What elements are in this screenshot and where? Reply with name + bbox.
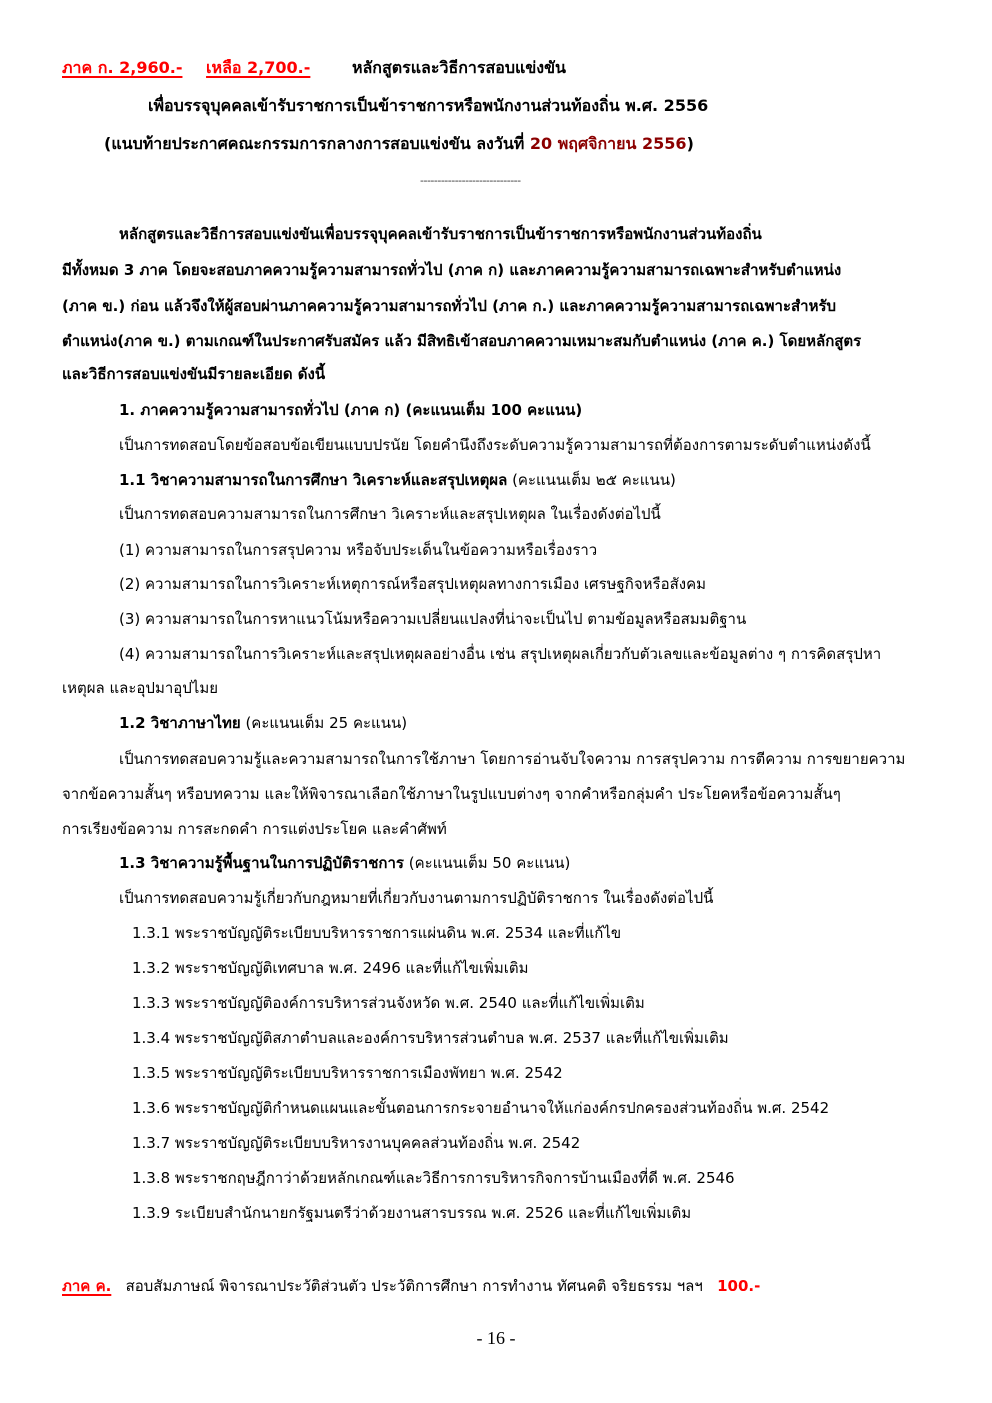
law-item: 1.3.3 พระราชบัญญัติองค์การบริหารส่วนจังหวัด พ.ศ. 2540 และที่แก้ไขเพิ่มเติม <box>132 994 645 1012</box>
subject-1-2-text: การเรียงข้อความ การสะกดคำ การแต่งประโยค และคำศัพท์ <box>62 820 447 838</box>
part-a-price: ภาค ก. 2,960.- <box>62 58 183 77</box>
subject-1-3-heading: 1.3 วิชาความรู้พื้นฐานในการปฏิบัติราชการ (คะแนนเต็ม 50 คะแนน) <box>119 854 571 872</box>
list-item: (3) ความสามารถในการหาแนวโน้มหรือความเปลี่ยนแปลงที่น่าจะเป็นไป ตามข้อมูลหรือสมมติฐาน <box>119 610 747 628</box>
intro-line: ตำแหน่ง(ภาค ข.) ตามเกณฑ์ในประกาศรับสมัคร แล้ว มีสิทธิเข้าสอบภาคความเหมาะสมกับตำแหน่ง (ภาค ค.) โดยหลักสูตร <box>62 332 862 350</box>
law-item: 1.3.5 พระราชบัญญัติระเบียบบริหารราชการเมืองพัทยา พ.ศ. 2542 <box>132 1064 563 1082</box>
title-line-1: หลักสูตรและวิธีการสอบแข่งขัน <box>351 58 566 77</box>
intro-line: และวิธีการสอบแข่งขันมีรายละเอียด ดังนี้ <box>62 365 326 383</box>
separator: ----------------------------- <box>420 174 521 187</box>
law-item: 1.3.6 พระราชบัญญัติกำหนดแผนและขั้นตอนการกระจายอำนาจให้แก่องค์กรปกครองส่วนท้องถิ่น พ.ศ. 2542 <box>132 1099 830 1117</box>
title-line-2: เพื่อบรรจุบุคคลเข้ารับราชการเป็นข้าราชการหรือพนักงานส่วนท้องถิ่น พ.ศ. 2556 <box>148 96 709 115</box>
part-c-price: 100.- <box>717 1277 761 1295</box>
subject-1-3-description: เป็นการทดสอบความรู้เกี่ยวกับกฎหมายที่เกี่ยวกับงานตามการปฏิบัติราชการ ในเรื่องดังต่อไปนี้ <box>119 889 714 907</box>
law-item: 1.3.8 พระราชกฤษฎีกาว่าด้วยหลักเกณฑ์และวิธีการการบริหารกิจการบ้านเมืองที่ดี พ.ศ. 2546 <box>132 1169 735 1187</box>
subject-1-2-heading: 1.2 วิชาภาษาไทย (คะแนนเต็ม 25 คะแนน) <box>119 714 408 732</box>
subject-1-1-description: เป็นการทดสอบความสามารถในการศึกษา วิเคราะห์และสรุปเหตุผล ในเรื่องดังต่อไปนี้ <box>119 505 661 523</box>
part-c-line <box>62 1276 760 1296</box>
page-number: - 16 - <box>476 1328 516 1348</box>
section-1-description: เป็นการทดสอบโดยข้อสอบข้อเขียนแบบปรนัย โดยคำนึงถึงระดับความรู้ความสามารถที่ต้องการตามระดับตำแหน่งดังนี้ <box>119 436 871 454</box>
law-item: 1.3.4 พระราชบัญญัติสภาตำบลและองค์การบริหารส่วนตำบล พ.ศ. 2537 และที่แก้ไขเพิ่มเติม <box>132 1029 729 1047</box>
remaining-price: เหลือ 2,700.- <box>206 58 311 77</box>
law-item: 1.3.7 พระราชบัญญัติระเบียบบริหารงานบุคคลส่วนท้องถิ่น พ.ศ. 2542 <box>132 1134 581 1152</box>
list-item: (2) ความสามารถในการวิเคราะห์เหตุการณ์หรือสรุปเหตุผลทางการเมือง เศรษฐกิจหรือสังคม <box>119 575 707 593</box>
law-item: 1.3.1 พระราชบัญญัติระเบียบบริหารราชการแผ่นดิน พ.ศ. 2534 และที่แก้ไข <box>132 924 622 942</box>
title-line-3: (แนบท้ายประกาศคณะกรรมการกลางการสอบแข่งขัน ลงวันที่ 20 พฤศจิกายน 2556) <box>104 134 694 153</box>
subject-1-2-text: จากข้อความสั้นๆ หรือบทความ และให้พิจารณาเลือกใช้ภาษาในรูปแบบต่างๆ จากคำหรือกลุ่มคำ ประโยคหรือข้อความสั้นๆ <box>62 785 841 803</box>
part-c-text: สอบสัมภาษณ์ พิจารณาประวัติส่วนตัว ประวัติการศึกษา การทำงาน ทัศนคติ จริยธรรม ฯลฯ <box>125 1277 703 1295</box>
subject-1-1-heading: 1.1 วิชาความสามารถในการศึกษา วิเคราะห์และสรุปเหตุผล (คะแนนเต็ม ๒๕ คะแนน) <box>119 471 676 489</box>
part-c-label: ภาค ค. <box>62 1277 112 1295</box>
header-line-1 <box>62 58 566 78</box>
announcement-date: 20 พฤศจิกายน 2556 <box>529 134 687 153</box>
intro-line: หลักสูตรและวิธีการสอบแข่งขันเพื่อบรรจุบุคคลเข้ารับราชการเป็นข้าราชการหรือพนักงานส่วนท้องถิ่น <box>119 225 762 243</box>
law-item: 1.3.9 ระเบียบสำนักนายกรัฐมนตรีว่าด้วยงานสารบรรณ พ.ศ. 2526 และที่แก้ไขเพิ่มเติม <box>132 1204 692 1222</box>
list-item: (4) ความสามารถในการวิเคราะห์และสรุปเหตุผลอย่างอื่น เช่น สรุปเหตุผลเกี่ยวกับตัวเลขและข้อมูลต่าง ๆ การคิดสรุปหา <box>119 645 882 663</box>
list-item: (1) ความสามารถในการสรุปความ หรือจับประเด็นในข้อความหรือเรื่องราว <box>119 541 598 559</box>
subject-1-2-text: เป็นการทดสอบความรู้และความสามารถในการใช้ภาษา โดยการอ่านจับใจความ การสรุปความ การตีความ การขยายความ <box>119 750 906 768</box>
intro-line: (ภาค ข.) ก่อน แล้วจึงให้ผู้สอบผ่านภาคความรู้ความสามารถทั่วไป (ภาค ก.) และภาคความรู้ความสามารถเฉพาะสำหรับ <box>62 297 837 315</box>
list-item-continued: เหตุผล และอุปมาอุปไมย <box>62 679 219 697</box>
intro-line: มีทั้งหมด 3 ภาค โดยจะสอบภาคความรู้ความสามารถทั่วไป (ภาค ก) และภาคความรู้ความสามารถเฉพาะสำหรับตำแหน่ง <box>62 261 842 279</box>
section-1-heading: 1. ภาคความรู้ความสามารถทั่วไป (ภาค ก) (คะแนนเต็ม 100 คะแนน) <box>119 401 583 419</box>
law-item: 1.3.2 พระราชบัญญัติเทศบาล พ.ศ. 2496 และที่แก้ไขเพิ่มเติม <box>132 959 529 977</box>
